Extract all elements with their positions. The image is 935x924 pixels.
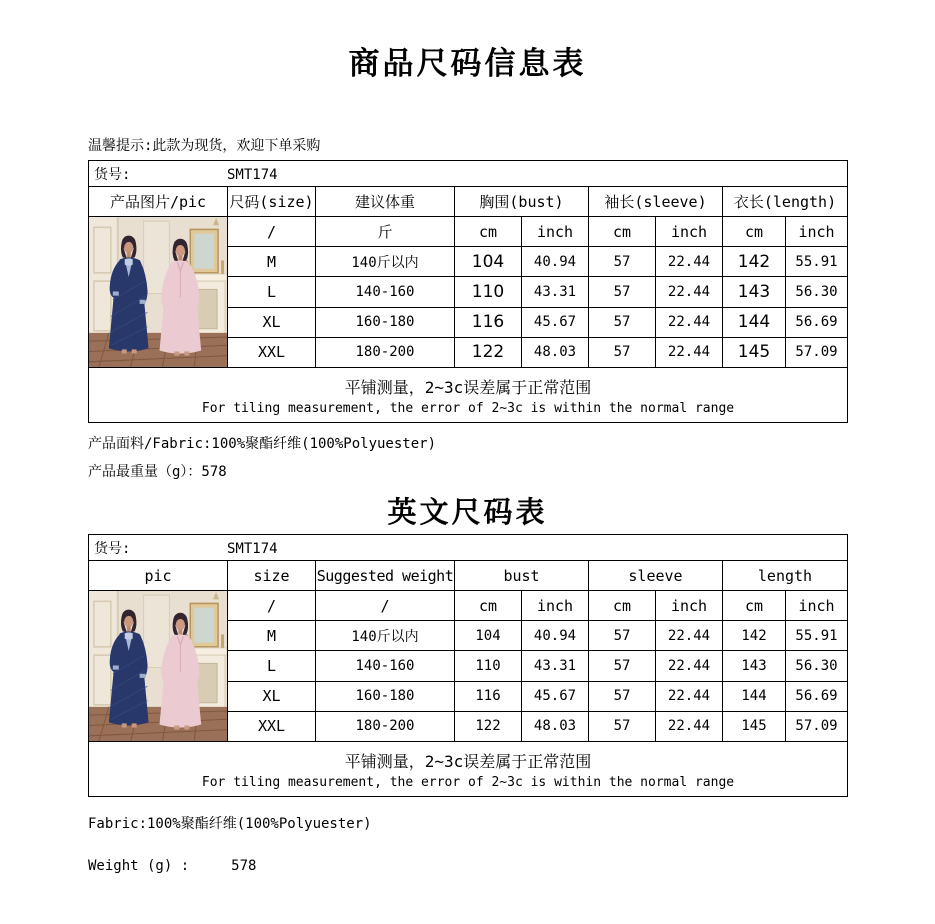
header-sleeve: sleeve xyxy=(589,561,723,591)
document xyxy=(88,0,847,875)
length-inch-value: 55.91 xyxy=(786,247,848,277)
header-weight: Suggested weight xyxy=(316,561,455,591)
product-weight-info-en xyxy=(88,858,847,875)
unit-size: / xyxy=(228,591,316,621)
header-length: length xyxy=(723,561,848,591)
size-table-en xyxy=(88,534,848,797)
length-cm-value: 143 xyxy=(723,277,786,307)
sleeve-inch-value: 22.44 xyxy=(656,247,723,277)
weight-value: 140斤以内 xyxy=(316,247,455,277)
item-number-value: SMT174 xyxy=(227,166,278,183)
measurement-note-en: For tiling measurement, the error of 2~3c is within the normal range xyxy=(201,400,735,416)
measurement-note-cn: 平铺测量，2~3c误差属于正常范围 xyxy=(344,751,592,771)
size-value: M xyxy=(228,247,316,277)
unit-weight: 斤 xyxy=(316,217,455,247)
sleeve-inch-value: 22.44 xyxy=(656,651,723,681)
bust-inch-value: 48.03 xyxy=(522,711,589,741)
unit-bust-inch: inch xyxy=(522,217,589,247)
header-length: 衣长(length) xyxy=(723,187,848,217)
product-photo xyxy=(89,591,228,742)
page-title: 商品尺码信息表 xyxy=(348,46,587,82)
unit-bust-inch: inch xyxy=(522,591,589,621)
length-cm-value: 142 xyxy=(723,621,786,651)
bust-cm-value: 104 xyxy=(455,621,522,651)
bust-cm-value: 104 xyxy=(455,247,522,277)
unit-size: / xyxy=(228,217,316,247)
unit-sleeve-inch: inch xyxy=(656,217,723,247)
sleeve-inch-value: 22.44 xyxy=(656,307,723,337)
length-inch-value: 56.30 xyxy=(786,651,848,681)
weight-value: 140-160 xyxy=(316,651,455,681)
header-pic: pic xyxy=(89,561,228,591)
size-table-cn xyxy=(88,160,848,423)
item-number-label: 货号: xyxy=(94,166,131,183)
bust-cm-value: 116 xyxy=(455,681,522,711)
weight-value: 160-180 xyxy=(316,681,455,711)
unit-sleeve-cm: cm xyxy=(589,591,656,621)
unit-length-inch: inch xyxy=(786,217,848,247)
length-cm-value: 143 xyxy=(723,651,786,681)
weight-value-en: 578 xyxy=(231,858,257,874)
measurement-note xyxy=(89,742,848,797)
header-size: 尺码(size) xyxy=(228,187,316,217)
header-bust: 胸围(bust) xyxy=(455,187,589,217)
header-bust: bust xyxy=(455,561,589,591)
length-inch-value: 56.69 xyxy=(786,307,848,337)
sleeve-inch-value: 22.44 xyxy=(656,621,723,651)
unit-sleeve-inch: inch xyxy=(656,591,723,621)
measurement-note xyxy=(89,368,848,423)
length-inch-value: 57.09 xyxy=(786,711,848,741)
bust-inch-value: 45.67 xyxy=(522,307,589,337)
weight-value: 160-180 xyxy=(316,307,455,337)
bust-cm-value: 122 xyxy=(455,711,522,741)
sleeve-cm-value: 57 xyxy=(589,651,656,681)
unit-length-cm: cm xyxy=(723,591,786,621)
size-value: XL xyxy=(228,681,316,711)
tip-text: 温馨提示:此款为现货，欢迎下单采购 xyxy=(88,138,321,154)
unit-bust-cm: cm xyxy=(455,217,522,247)
weight-value: 180-200 xyxy=(316,711,455,741)
sleeve-inch-value: 22.44 xyxy=(656,681,723,711)
length-cm-value: 145 xyxy=(723,711,786,741)
header-pic: 产品图片/pic xyxy=(89,187,228,217)
item-number-value: SMT174 xyxy=(227,540,278,557)
length-cm-value: 145 xyxy=(723,337,786,367)
length-inch-value: 57.09 xyxy=(786,337,848,367)
unit-bust-cm: cm xyxy=(455,591,522,621)
sleeve-inch-value: 22.44 xyxy=(656,337,723,367)
length-inch-value: 55.91 xyxy=(786,621,848,651)
length-cm-value: 144 xyxy=(723,681,786,711)
size-value: XXL xyxy=(228,711,316,741)
weight-value: 180-200 xyxy=(316,337,455,367)
header-size: size xyxy=(228,561,316,591)
length-cm-value: 144 xyxy=(723,307,786,337)
weight-value: 140-160 xyxy=(316,277,455,307)
bust-inch-value: 43.31 xyxy=(522,651,589,681)
bust-inch-value: 45.67 xyxy=(522,681,589,711)
fabric-info: 产品面料/Fabric:100%聚酯纤维(100%Polyuester) xyxy=(88,436,437,452)
bust-cm-value: 116 xyxy=(455,307,522,337)
unit-length-cm: cm xyxy=(723,217,786,247)
fabric-info-en: Fabric:100%聚酯纤维(100%Polyuester) xyxy=(88,816,372,832)
header-weight: 建议体重 xyxy=(316,187,455,217)
bust-cm-value: 110 xyxy=(455,651,522,681)
bust-inch-value: 48.03 xyxy=(522,337,589,367)
english-table-title: 英文尺码表 xyxy=(387,495,548,529)
unit-weight: / xyxy=(316,591,455,621)
sleeve-inch-value: 22.44 xyxy=(656,711,723,741)
length-inch-value: 56.69 xyxy=(786,681,848,711)
sleeve-cm-value: 57 xyxy=(589,307,656,337)
item-number-row xyxy=(89,535,848,561)
bust-cm-value: 110 xyxy=(455,277,522,307)
product-weight-info: 产品最重量（g）：578 xyxy=(88,464,227,480)
unit-sleeve-cm: cm xyxy=(589,217,656,247)
measurement-note-cn: 平铺测量，2~3c误差属于正常范围 xyxy=(344,377,592,397)
header-sleeve: 袖长(sleeve) xyxy=(589,187,723,217)
item-number-label: 货号: xyxy=(94,540,131,557)
sleeve-cm-value: 57 xyxy=(589,711,656,741)
bust-inch-value: 40.94 xyxy=(522,621,589,651)
bust-inch-value: 43.31 xyxy=(522,277,589,307)
length-inch-value: 56.30 xyxy=(786,277,848,307)
length-cm-value: 142 xyxy=(723,247,786,277)
measurement-note-en: For tiling measurement, the error of 2~3c is within the normal range xyxy=(201,774,735,790)
item-number-row xyxy=(89,161,848,187)
size-value: L xyxy=(228,277,316,307)
unit-length-inch: inch xyxy=(786,591,848,621)
sleeve-cm-value: 57 xyxy=(589,247,656,277)
size-value: M xyxy=(228,621,316,651)
product-photo-image xyxy=(89,591,227,741)
sleeve-cm-value: 57 xyxy=(589,337,656,367)
product-photo xyxy=(89,217,228,368)
sleeve-inch-value: 22.44 xyxy=(656,277,723,307)
bust-inch-value: 40.94 xyxy=(522,247,589,277)
sleeve-cm-value: 57 xyxy=(589,621,656,651)
sleeve-cm-value: 57 xyxy=(589,277,656,307)
sleeve-cm-value: 57 xyxy=(589,681,656,711)
product-photo-image xyxy=(89,217,227,367)
size-value: XXL xyxy=(228,337,316,367)
weight-label-en: Weight (g) : xyxy=(88,858,190,874)
weight-value: 140斤以内 xyxy=(316,621,455,651)
size-value: L xyxy=(228,651,316,681)
bust-cm-value: 122 xyxy=(455,337,522,367)
size-value: XL xyxy=(228,307,316,337)
